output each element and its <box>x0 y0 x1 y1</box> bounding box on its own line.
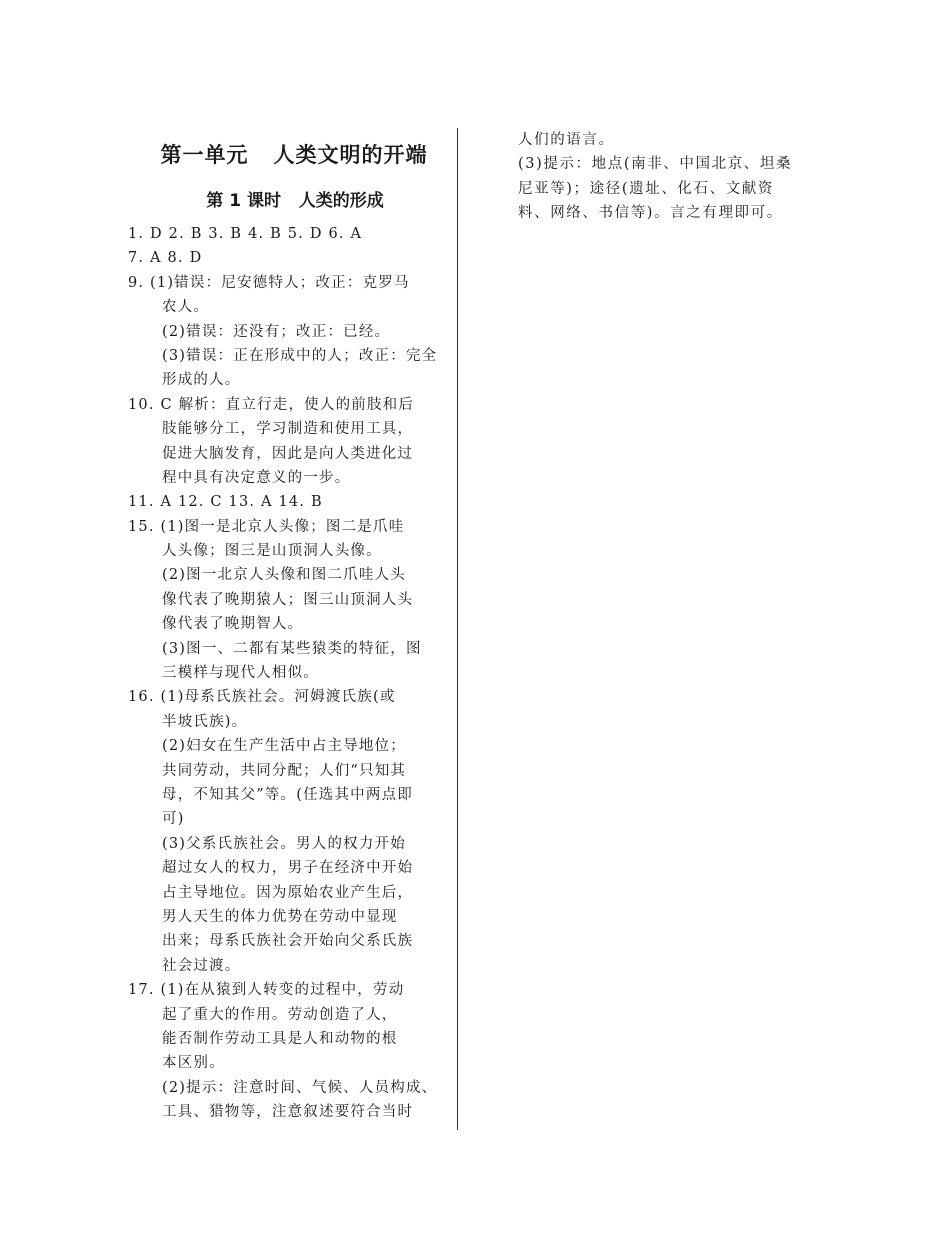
answer-line: (3)父系氏族社会。男人的权力开始 <box>162 835 406 852</box>
answer-line: (2)错误：还没有；改正：已经。 <box>162 323 391 340</box>
lesson-title: 第 1 课时 人类的形成 <box>206 191 384 211</box>
answer-line: 可) <box>162 811 185 828</box>
answer-line: 7. A 8. D <box>128 250 203 267</box>
answer-line: 社会过渡。 <box>162 957 241 974</box>
answer-line: 像代表了晚期智人。 <box>162 616 304 633</box>
answer-line: 10. C 解析：直立行走，使人的前肢和后 <box>128 396 415 413</box>
answer-list-right <box>518 128 808 226</box>
answer-line: 程中具有决定意义的一步。 <box>162 469 351 486</box>
answer-line: 半坡氏族)。 <box>162 713 248 730</box>
answer-line: 三模样与现代人相似。 <box>162 665 319 682</box>
answer-line: 16. (1)母系氏族社会。河姆渡氏族(或 <box>128 689 396 706</box>
answer-line: 形成的人。 <box>162 372 241 389</box>
answer-line: (3)图一、二都有某些猿类的特征，图 <box>162 640 422 657</box>
column-divider <box>457 128 458 1130</box>
answer-list-left <box>128 222 450 1124</box>
answer-line: 能否制作劳动工具是人和动物的根 <box>162 1030 398 1047</box>
answer-line: (2)图一北京人头像和图二爪哇人头 <box>162 567 406 584</box>
answer-line: 像代表了晚期猿人；图三山顶洞人头 <box>162 591 414 608</box>
right-column <box>518 128 808 226</box>
answer-line: 超过女人的权力，男子在经济中开始 <box>162 860 414 877</box>
answer-line: 15. (1)图一是北京人头像；图二是爪哇 <box>128 518 405 535</box>
answer-line: 17. (1)在从猿到人转变的过程中，劳动 <box>128 982 405 999</box>
answer-line: (2)提示：注意时间、气候、人员构成、 <box>162 1079 438 1096</box>
answer-line: (3)错误：正在形成中的人；改正：完全 <box>162 347 438 364</box>
answer-line: 肢能够分工，学习制造和使用工具， <box>162 421 414 438</box>
answer-line: 9. (1)错误：尼安德特人；改正：克罗马 <box>128 274 410 291</box>
answer-line: 人们的语言。 <box>518 132 615 148</box>
answer-line: 人头像；图三是山顶洞人头像。 <box>162 543 382 560</box>
answer-line: 料、网络、书信等)。言之有理即可。 <box>518 205 783 222</box>
answer-line: 母，不知其父”等。(任选其中两点即 <box>162 786 413 803</box>
answer-line: 工具、猎物等，注意叙述要符合当时 <box>162 1104 414 1121</box>
answer-line: (2)妇女在生产生活中占主导地位； <box>162 738 406 755</box>
answer-line: 占主导地位。因为原始农业产生后， <box>162 884 414 901</box>
answer-line: 1. D 2. B 3. B 4. B 5. D 6. A <box>128 226 363 242</box>
answer-line: 男人天生的体力优势在劳动中显现 <box>162 908 398 925</box>
answer-line: 11. A 12. C 13. A 14. B <box>128 494 323 511</box>
unit-title: 第一单元 人类文明的开端 <box>160 143 428 167</box>
answer-line: 农人。 <box>162 299 210 316</box>
left-column <box>128 138 450 1124</box>
answer-line: 促进大脑发育，因此是向人类进化过 <box>162 445 414 462</box>
answer-line: 出来；母系氏族社会开始向父系氏族 <box>162 933 414 950</box>
answer-line: 本区别。 <box>162 1055 225 1072</box>
answer-line: 共同劳动，共同分配；人们“只知其 <box>162 762 407 779</box>
answer-line: (3)提示：地点(南非、中国北京、坦桑 <box>518 156 793 173</box>
answer-line: 起了重大的作用。劳动创造了人， <box>162 1006 398 1023</box>
answer-line: 尼亚等)；途径(遗址、化石、文献资 <box>518 180 775 197</box>
